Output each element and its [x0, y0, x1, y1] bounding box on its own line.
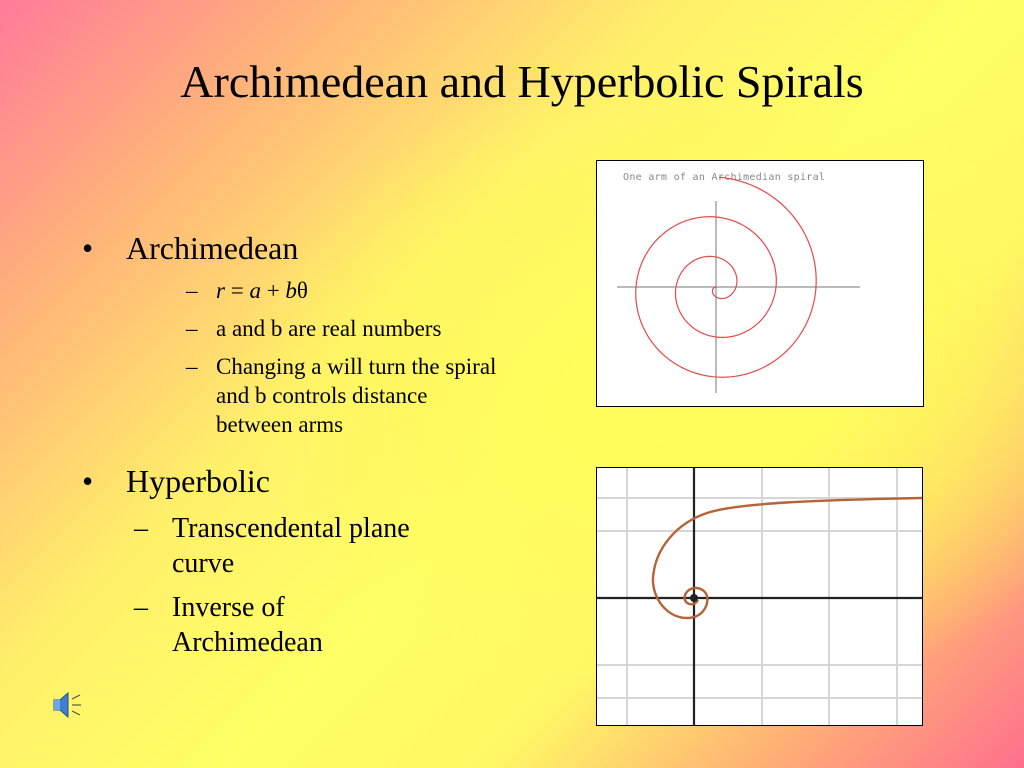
bullet-archimedean	[82, 228, 512, 268]
subitem-changing-a	[186, 352, 512, 439]
eq-b: b	[285, 278, 297, 303]
eq-theta: θ	[296, 278, 308, 303]
subitem-inverse	[134, 590, 512, 660]
bullet-hyperbolic	[82, 461, 512, 501]
subitem-text: Changing a will turn the spiral and b controls distance between arms	[216, 354, 497, 437]
archimedean-spiral-figure	[596, 160, 924, 407]
subitem-equation	[186, 276, 512, 305]
figure-caption: One arm of an Archimedian spiral	[623, 172, 826, 183]
eq-r: r	[216, 278, 225, 303]
eq-equals: =	[224, 278, 250, 303]
speaker-icon-svg	[50, 688, 84, 722]
hyperbolic-spiral-svg	[597, 468, 922, 725]
dash-marker: –	[186, 278, 198, 303]
bullet-text: Archimedean	[126, 230, 299, 266]
pole-dot	[690, 594, 698, 602]
archimedean-subitems	[186, 276, 512, 439]
eq-a: a	[249, 278, 261, 303]
dash-marker: –	[134, 513, 148, 544]
eq-plus: +	[260, 278, 286, 303]
subitem-transcendental	[134, 511, 512, 581]
equation-text	[216, 276, 512, 305]
dash-marker: –	[186, 316, 198, 341]
bullet-marker: •	[82, 463, 94, 499]
dash-marker: –	[186, 354, 198, 379]
bullet-marker: •	[82, 230, 94, 266]
bullet-list	[82, 228, 512, 669]
subitem-text: Inverse of Archimedean	[172, 592, 323, 658]
hyperbolic-subitems	[134, 511, 512, 660]
speaker-icon[interactable]	[50, 688, 84, 722]
dash-marker: –	[134, 592, 148, 623]
slide-title: Archimedean and Hyperbolic Spirals	[180, 56, 864, 107]
subitem-real-numbers	[186, 314, 512, 343]
grid-lines	[597, 468, 922, 725]
subitem-text: a and b are real numbers	[216, 316, 442, 341]
archimedean-spiral-svg	[597, 161, 923, 406]
subitem-text: Transcendental plane curve	[172, 513, 410, 579]
archimedean-spiral-curve	[636, 177, 816, 377]
bullet-text: Hyperbolic	[126, 463, 270, 499]
hyperbolic-spiral-figure	[596, 467, 923, 726]
